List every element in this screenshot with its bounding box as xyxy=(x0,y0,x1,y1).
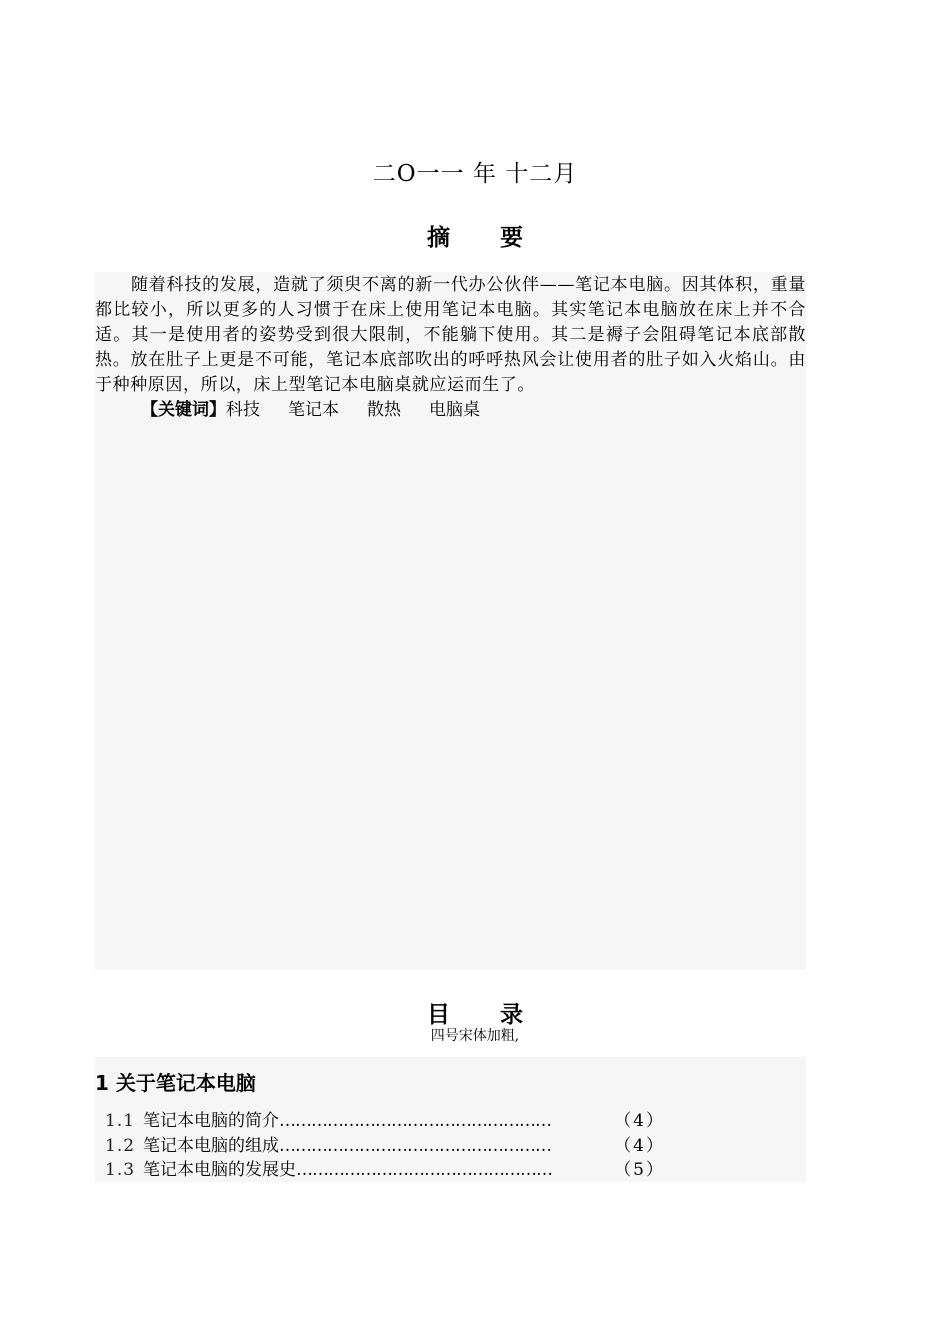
toc-entry[interactable] xyxy=(105,1158,665,1182)
toc-section xyxy=(95,1057,806,1182)
toc-entry-page: （4） xyxy=(614,1136,665,1156)
keyword: 散热 xyxy=(367,400,401,420)
toc-entry-number: 1.1 xyxy=(105,1111,136,1131)
abstract-body: 随着科技的发展，造就了须臾不离的新一代办公伙伴——笔记本电脑。因其体积，重量都比较小，所以更多的人习惯于在床上使用笔记本电脑。其实笔记本电脑放在床上并不合适。其一是使用者的姿势受到很大限制，不能躺下使用。其二是褥子会阻碍笔记本底部散热。放在肚子上更是不可能，笔记本底部吹出的呼呼热风会让使用者的肚子如入火焰山。由于种种原因，所以，床上型笔记本电脑桌就应运而生了。 xyxy=(95,275,806,395)
toc-entry[interactable] xyxy=(105,1134,665,1158)
toc-format-note: 四号宋体加粗, xyxy=(430,1028,520,1044)
toc-chapter-title: 1 关于笔记本电脑 xyxy=(95,1071,256,1095)
document-date: 二O一一 年 十二月 xyxy=(372,161,578,187)
abstract-heading xyxy=(0,222,950,254)
toc-entry[interactable] xyxy=(105,1109,665,1133)
toc-heading-char-2: 录 xyxy=(500,1002,523,1028)
toc-entry-title: 笔记本电脑的发展史 xyxy=(143,1160,297,1180)
abstract-section xyxy=(95,272,806,970)
toc-entry-title: 笔记本电脑的简介 xyxy=(143,1111,280,1131)
toc-entry-number: 1.3 xyxy=(105,1160,136,1180)
toc-entry-page: （4） xyxy=(614,1111,665,1131)
toc-entry-page: （5） xyxy=(614,1160,665,1180)
abstract-heading-char-2: 要 xyxy=(500,225,523,251)
keywords-line xyxy=(95,398,806,423)
keyword: 笔记本 xyxy=(288,400,339,420)
toc-entry-leader: …………………………………………… xyxy=(279,1136,552,1156)
toc-heading-char-1: 目 xyxy=(427,1002,450,1028)
keyword: 科技 xyxy=(226,400,260,420)
abstract-heading-char-1: 摘 xyxy=(427,225,450,251)
toc-entry-leader: ………………………………………… xyxy=(296,1160,553,1180)
keywords-label: 【关键词】 xyxy=(141,400,226,420)
keyword: 电脑桌 xyxy=(429,400,480,420)
toc-entry-leader: …………………………………………… xyxy=(279,1111,552,1131)
toc-entry-title: 笔记本电脑的组成 xyxy=(143,1136,280,1156)
toc-entry-number: 1.2 xyxy=(105,1136,136,1156)
